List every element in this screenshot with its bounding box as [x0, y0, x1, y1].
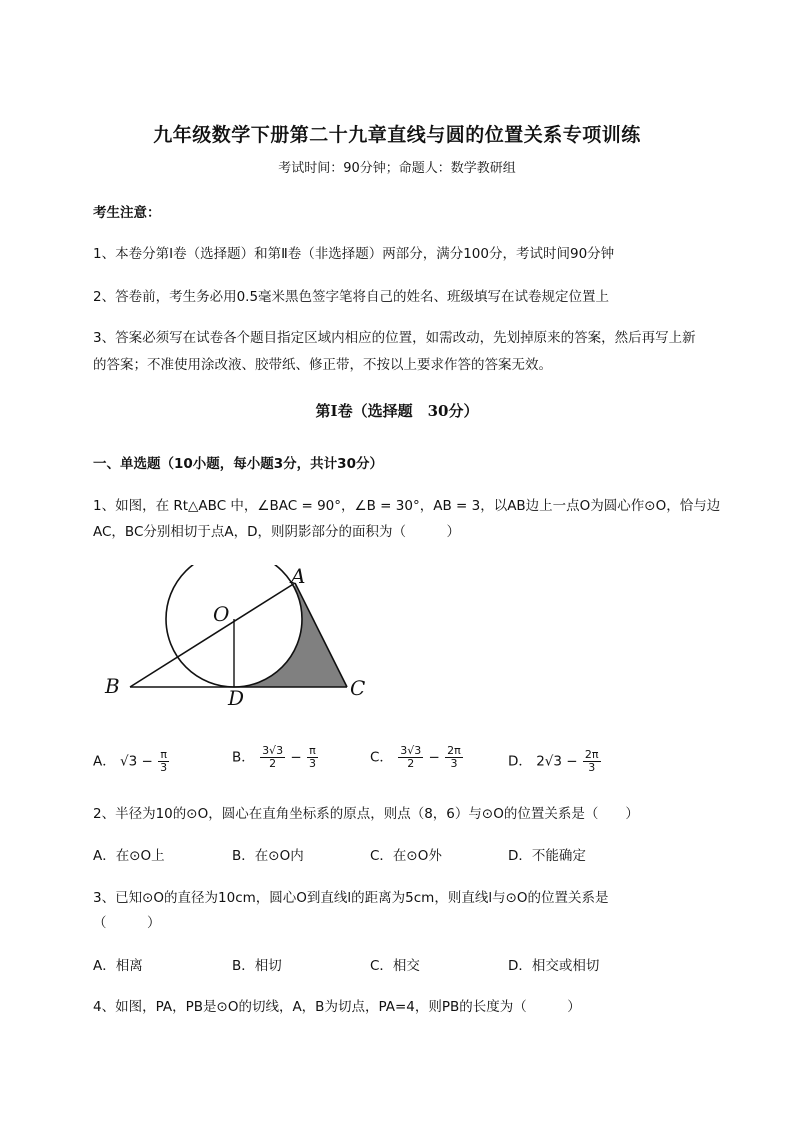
section-title: 第Ⅰ卷（选择题 30分） — [315, 402, 479, 420]
label-b: B — [105, 674, 120, 698]
label-d: D — [228, 686, 245, 710]
q3-option-b[interactable]: B．相切 — [232, 958, 282, 974]
q1-option-a[interactable] — [93, 749, 170, 774]
q2-option-b[interactable]: B．在⊙O内 — [232, 848, 304, 864]
numerator: π — [158, 749, 169, 762]
question-4-text: 4、如图，PA，PB是⊙O的切线，A，B为切点，PA=4，则PB的长度为（ ） — [93, 999, 581, 1015]
exam-info: 考试时间：90分钟；命题人：数学教研组 — [278, 161, 516, 176]
denominator: 2 — [269, 757, 277, 771]
fraction — [158, 749, 169, 774]
denominator: 3 — [308, 757, 316, 771]
part-heading: 一、单选题（10小题，每小题3分，共计30分） — [93, 456, 383, 472]
question-1-text: 1、如图，在 Rt△ABC 中，∠BAC = 90°，∠B = 30°，AB = 3，以AB边上一点O为圆心作⊙O，恰与边 — [93, 498, 721, 514]
notice-heading: 考生注意： — [93, 205, 161, 221]
q1-option-b[interactable] — [232, 745, 319, 770]
fraction — [260, 745, 285, 770]
question-1-figure — [95, 565, 385, 714]
numerator: 2π — [447, 744, 461, 757]
notice-item-2: 2、答卷前，考生务必用0.5毫米黑色签字笔将自己的姓名、班级填写在试卷规定位置上 — [93, 289, 610, 305]
q3-option-c[interactable]: C．相交 — [370, 958, 420, 974]
question-1-text-cont: AC，BC分别相切于点A，D，则阴影部分的面积为（ ） — [93, 524, 461, 540]
label-a: A — [291, 565, 306, 588]
fraction — [445, 745, 463, 770]
q2-option-a[interactable]: A．在⊙O上 — [93, 848, 165, 864]
label-o: O — [213, 602, 230, 626]
option-term: √3 − — [120, 753, 153, 770]
fraction — [398, 745, 423, 770]
numerator: 2π — [584, 748, 599, 761]
question-3-text: 3、已知⊙O的直径为10cm，圆心O到直线l的距离为5cm，则直线l与⊙O的位置关系是 — [93, 890, 609, 906]
minus-sign: − — [428, 749, 440, 766]
q1-option-d[interactable] — [508, 749, 602, 774]
q2-option-d[interactable]: D．不能确定 — [508, 848, 586, 864]
denominator: 3 — [160, 761, 168, 775]
label-c: C — [350, 676, 366, 700]
option-term: 2√3 − — [536, 753, 578, 770]
notice-item-3-cont: 的答案；不准使用涂改液、胶带纸、修正带，不按以上要求作答的答案无效。 — [93, 357, 552, 373]
numerator: π — [307, 745, 318, 758]
denominator: 2 — [407, 757, 415, 771]
q1-option-c[interactable] — [370, 745, 464, 770]
fraction — [583, 749, 601, 774]
numerator: 3√3 — [400, 744, 422, 757]
q3-option-d[interactable]: D．相交或相切 — [508, 958, 600, 974]
denominator: 3 — [450, 757, 458, 771]
denominator: 3 — [588, 761, 596, 775]
option-letter: B． — [232, 749, 255, 766]
numerator: 3√3 — [262, 744, 284, 757]
q3-option-a[interactable]: A．相离 — [93, 958, 143, 974]
option-letter: A． — [93, 753, 116, 770]
option-letter: D． — [508, 753, 532, 770]
question-3-text-cont: （ ） — [93, 915, 161, 931]
question-2-text: 2、半径为10的⊙O，圆心在直角坐标系的原点，则点（8，6）与⊙O的位置关系是（ ） — [93, 806, 639, 822]
notice-item-3: 3、答案必须写在试卷各个题目指定区域内相应的位置，如需改动，先划掉原来的答案，然后再写上新 — [93, 330, 696, 346]
option-letter: C． — [370, 749, 393, 766]
q2-option-c[interactable]: C．在⊙O外 — [370, 848, 442, 864]
minus-sign: − — [290, 749, 302, 766]
notice-item-1: 1、本卷分第Ⅰ卷（选择题）和第Ⅱ卷（非选择题）两部分，满分100分，考试时间90分钟 — [93, 246, 615, 262]
fraction — [307, 745, 318, 770]
page-title: 九年级数学下册第二十九章直线与圆的位置关系专项训练 — [153, 124, 641, 146]
